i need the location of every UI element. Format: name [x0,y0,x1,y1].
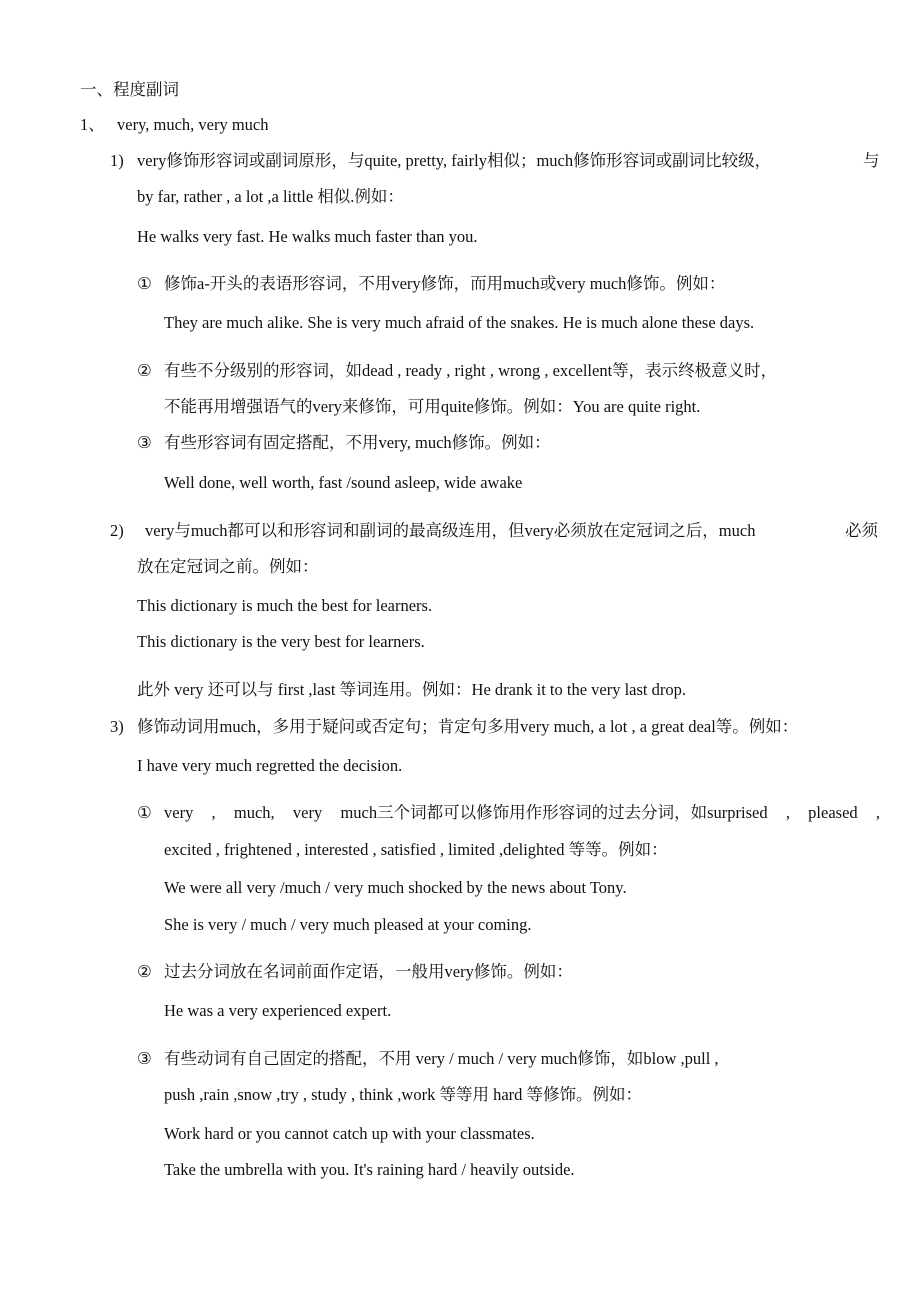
sub3-circle3-text1: 有些动词有自己固定的搭配，不用 very / much / very much修饰，如blow ,pull , [164,1049,719,1068]
word: very [292,803,323,822]
sub1-circle3-text: 有些形容词有固定搭配，不用very, much修饰。例如： [164,433,551,452]
sub3-circle1-line2: excited , frightened , interested , satisfied , limited ,delighted 等等。例如： [164,840,668,859]
sub1-circle2-marker: ② [137,361,152,380]
sub-marker-1: 1) [110,151,124,170]
sub3-circle1-line1 [164,802,880,824]
sub1-circle2-text1: 有些不分级别的形容词，如dead , ready , right , wrong , excellent等，表示终极意义时， [164,361,778,380]
sub1-circle1-example: They are much alike. She is very much afraid of the snakes. He is much alone these days. [164,313,755,332]
word: pleased [808,803,858,822]
sub2-line1: very与much都可以和形容词和副词的最高级连用，但very必须放在定冠词之后，much [145,521,756,540]
sub3-circle3-example2: Take the umbrella with you. It's raining hard / heavily outside. [164,1160,575,1179]
sub1-example: He walks very fast. He walks much faster than you. [137,227,478,246]
sub3-circle1-example2: She is very / much / very much pleased at your coming. [164,915,532,934]
word: very [164,803,194,822]
sub3-circle2-marker: ② [137,962,152,981]
sub3-line1: 修饰动词用much，多用于疑问或否定句；肯定句多用very much, a lot , a great deal等。例如： [137,717,799,736]
word: , [875,803,880,822]
sub2-note: 此外 very 还可以与 first ,last 等词连用。例如：He drank it to the very last drop. [137,680,687,699]
sub3-example: I have very much regretted the decision. [137,756,403,775]
sub3-circle3-example1: Work hard or you cannot catch up with your classmates. [164,1124,535,1143]
sub3-circle2-text: 过去分词放在名词前面作定语，一般用very修饰。例如： [164,962,573,981]
sub-marker-2: 2) [110,521,124,540]
word: much三个词都可以修饰用作形容词的过去分词，如surprised [340,803,768,822]
section-heading: 一、程度副词 [80,80,179,99]
sub1-circle1-text: 修饰a-开头的表语形容词，不用very修饰，而用much或very much修饰。例如： [164,274,726,293]
sub1-line1-end: 与 [863,151,880,170]
sub1-circle3-marker: ③ [137,433,152,452]
word: , [211,803,216,822]
sub1-circle2-text2: 不能再用增强语气的very来修饰，可用quite修饰。例如：You are quite right. [164,397,701,416]
sub1-circle1-marker: ① [137,274,152,293]
sub1-circle3-example: Well done, well worth, fast /sound asleep, wide awake [164,473,523,492]
sub3-circle2-example: He was a very experienced expert. [164,1001,392,1020]
sub3-circle1-example1: We were all very /much / very much shocked by the news about Tony. [164,878,627,897]
sub1-line2: by far, rather , a lot ,a little 相似.例如： [137,187,404,206]
sub3-circle3-text2: push ,rain ,snow ,try , study , think ,work 等等用 hard 等修饰。例如： [164,1085,643,1104]
sub2-line2: 放在定冠词之前。例如： [137,557,319,576]
word: much, [233,803,275,822]
sub1-line1: very修饰形容词或副词原形，与quite, pretty, fairly相似；much修饰形容词或副词比较级， [137,151,772,170]
word: , [785,803,790,822]
sub3-circle3-marker: ③ [137,1049,152,1068]
sub3-circle1-marker: ① [137,803,152,822]
item-title: very, much, very much [117,115,269,134]
item-number: 1、 [80,115,105,134]
sub2-example2: This dictionary is the very best for learners. [137,632,425,651]
sub2-example1: This dictionary is much the best for learners. [137,596,433,615]
sub-marker-3: 3) [110,717,124,736]
sub2-line1-end: 必须 [845,521,878,540]
